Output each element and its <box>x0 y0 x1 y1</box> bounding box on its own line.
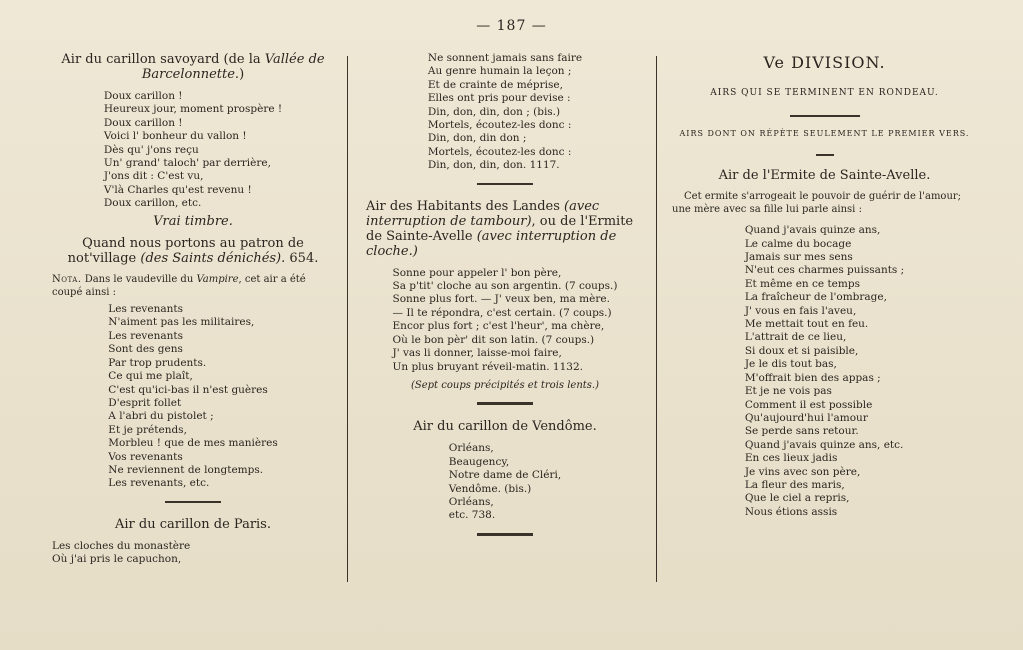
verse-line: Se perde sans retour. <box>744 425 859 438</box>
column-rule-right <box>656 56 657 582</box>
verse-line: J' vas li donner, laisse-moi faire, <box>392 347 562 360</box>
verse-block <box>52 303 334 491</box>
verse-line: Beaugency, <box>448 455 510 468</box>
verse-line: Et même en ce temps <box>744 277 860 290</box>
verse-line: Din, don, din don ; <box>427 132 527 145</box>
verse-line: Me mettait tout en feu. <box>744 318 869 331</box>
intro-paragraph: Cet ermite s'arrogeait le pouvoir de guérir de l'amour; une mère avec sa fille lui parle ainsi : <box>672 191 962 215</box>
verse-line: Où le bon pèr' dit son latin. (7 coups.) <box>392 333 595 346</box>
verse-line: Vendôme. (bis.) <box>448 482 532 495</box>
verse-line: Je le dis tout bas, <box>744 358 837 371</box>
verse-line: Les cloches du monastère <box>52 539 191 552</box>
verse-lines <box>428 52 582 173</box>
verse-line: J'ons dit : C'est vu, <box>103 170 204 183</box>
column-rule-left <box>347 56 348 582</box>
nota-paragraph: Nota. Dans le vaudeville du Vampire, cet air a été coupé ainsi : <box>52 274 306 298</box>
verse-line: Jamais sur mes sens <box>744 251 853 264</box>
verse-line: Vos revenants <box>108 450 183 463</box>
verse-line: Je vins avec son père, <box>744 465 861 478</box>
verse-line: Encor plus fort ; c'est l'heur', ma chère, <box>392 320 605 333</box>
verse-line: N'eut ces charmes puissants ; <box>744 264 905 277</box>
verse-line: Par trop prudents. <box>108 356 207 369</box>
ornament-rule <box>477 183 533 185</box>
verse-line: Elles ont pris pour devise : <box>427 92 571 105</box>
verse-line: Le calme du bocage <box>744 237 852 250</box>
verse-line: Din, don, din, don ; (bis.) <box>427 105 561 118</box>
song-title-ermite: Air de l'Ermite de Sainte-Avelle. <box>718 168 931 184</box>
verse-line: D'esprit follet <box>108 396 182 409</box>
verse-line: Morbleu ! que de mes manières <box>108 437 278 450</box>
verse-line: N'aiment pas les militaires, <box>108 316 255 329</box>
verse-line: Un' grand' taloch' par derrière, <box>103 157 271 170</box>
column-1 <box>52 52 334 567</box>
song-title-quand-nous-portons: Quand nous portons au patron de not'village (des Saints dénichés). 654. <box>67 236 319 267</box>
verse-line: Mortels, écoutez-les donc : <box>427 145 572 158</box>
ornament-rule <box>477 533 533 536</box>
verse-line: Ce qui me plaît, <box>108 370 193 383</box>
verse-line: Et je ne vois pas <box>744 385 832 398</box>
verse-line: Dès qu' j'ons reçu <box>103 143 199 156</box>
vrai-timbre-heading: Vrai timbre. <box>153 213 233 229</box>
column-3 <box>672 52 977 519</box>
verse-line: Comment il est possible <box>744 398 873 411</box>
verse-lines <box>449 442 561 522</box>
verse-line: V'là Charles qu'est revenu ! <box>103 183 252 196</box>
verse-lines <box>745 224 904 519</box>
verse-line: L'attrait de ce lieu, <box>744 331 847 344</box>
verse-lines <box>393 267 618 374</box>
verse-lines <box>108 303 277 491</box>
verse-line: Orléans, <box>448 496 494 509</box>
verse-line: Les revenants <box>108 329 183 342</box>
verse-line: Sa p'tit' cloche au son argentin. (7 coups.) <box>392 280 618 293</box>
verse-block <box>52 90 334 211</box>
verse-line: En ces lieux jadis <box>744 452 838 465</box>
verse-lines <box>52 540 190 567</box>
verse-line: Doux carillon ! <box>103 116 183 129</box>
page-number: — 187 — <box>476 18 547 34</box>
column-2 <box>366 52 644 546</box>
verse-line: La fraîcheur de l'ombrage, <box>744 291 887 304</box>
verse-block <box>366 442 644 522</box>
verse-line: Au genre humain la leçon ; <box>427 65 572 78</box>
verse-line: Quand j'avais quinze ans, <box>744 224 881 237</box>
verse-line: Quand j'avais quinze ans, etc. <box>744 438 904 451</box>
verse-line: J' vous en fais l'aveu, <box>744 304 857 317</box>
verse-line: Notre dame de Cléri, <box>448 469 562 482</box>
verse-line: Ne sonnent jamais sans faire <box>427 52 583 64</box>
verse-line: Que le ciel a repris, <box>744 492 850 505</box>
song-title-habitants-des-landes: Air des Habitants des Landes (avec interruption de tambour), ou de l'Ermite de Sainte-Avelle (avec interruption de cloche.) <box>366 198 634 259</box>
song-title-carillon-savoyard: Air du carillon savoyard (de la Vallée de Barcelonnette.) <box>61 52 325 82</box>
division-heading: Ve DIVISION. <box>763 53 886 72</box>
verse-line: Ne reviennent de longtemps. <box>108 463 264 476</box>
verse-line: Qu'aujourd'hui l'amour <box>744 411 868 424</box>
verse-line: A l'abri du pistolet ; <box>108 410 214 423</box>
song-title-carillon-paris: Air du carillon de Paris. <box>114 516 271 532</box>
verse-line: Orléans, <box>448 442 494 455</box>
verse-line: C'est qu'ici-bas il n'est guères <box>108 383 268 396</box>
verse-line: Din, don, din, don. 1117. <box>427 159 560 172</box>
song-title-carillon-vendome: Air du carillon de Vendôme. <box>413 419 597 435</box>
verse-line: La fleur des maris, <box>744 478 845 491</box>
verse-line: Sonne pour appeler l' bon père, <box>392 266 562 279</box>
verse-line: etc. 738. <box>448 509 496 522</box>
verse-line: Nous étions assis <box>744 505 838 518</box>
verse-line: Où j'ai pris le capuchon, <box>52 553 182 566</box>
verse-line: Mortels, écoutez-les donc : <box>427 119 572 132</box>
verse-block <box>672 224 977 519</box>
verse-line: Sont des gens <box>108 343 183 356</box>
verse-line: M'offrait bien des appas ; <box>744 371 881 384</box>
verse-line: Sonne plus fort. — J' veux ben, ma mère. <box>392 293 610 306</box>
verse-line: Doux carillon ! <box>103 90 183 102</box>
verse-line: Et de crainte de méprise, <box>427 78 563 91</box>
verse-line: Doux carillon, etc. <box>103 197 202 210</box>
verse-line: Voici l' bonheur du vallon ! <box>103 130 247 143</box>
verse-line: Et je prétends, <box>108 423 187 436</box>
verse-block <box>366 52 644 173</box>
stage-direction: (Sept coups précipités et trois lents.) <box>410 379 600 391</box>
section-subheading: AIRS DONT ON RÉPÈTE SEULEMENT LE PREMIER VERS. <box>679 128 970 138</box>
ornament-rule <box>165 501 221 503</box>
verse-lines <box>104 90 282 211</box>
verse-line: Un plus bruyant réveil-matin. 1132. <box>392 360 583 373</box>
ornament-rule <box>816 154 834 156</box>
verse-line: — Il te répondra, c'est certain. (7 coups.) <box>392 306 612 319</box>
verse-line: Les revenants <box>108 303 183 316</box>
verse-block <box>366 267 644 374</box>
ornament-rule <box>477 402 533 405</box>
verse-line: Les revenants, etc. <box>108 477 210 490</box>
division-subheading: AIRS QUI SE TERMINENT EN RONDEAU. <box>710 88 939 99</box>
verse-line: Si doux et si paisible, <box>744 344 859 357</box>
verse-block <box>52 540 334 567</box>
ornament-rule <box>790 115 860 117</box>
verse-line: Heureux jour, moment prospère ! <box>103 103 283 116</box>
